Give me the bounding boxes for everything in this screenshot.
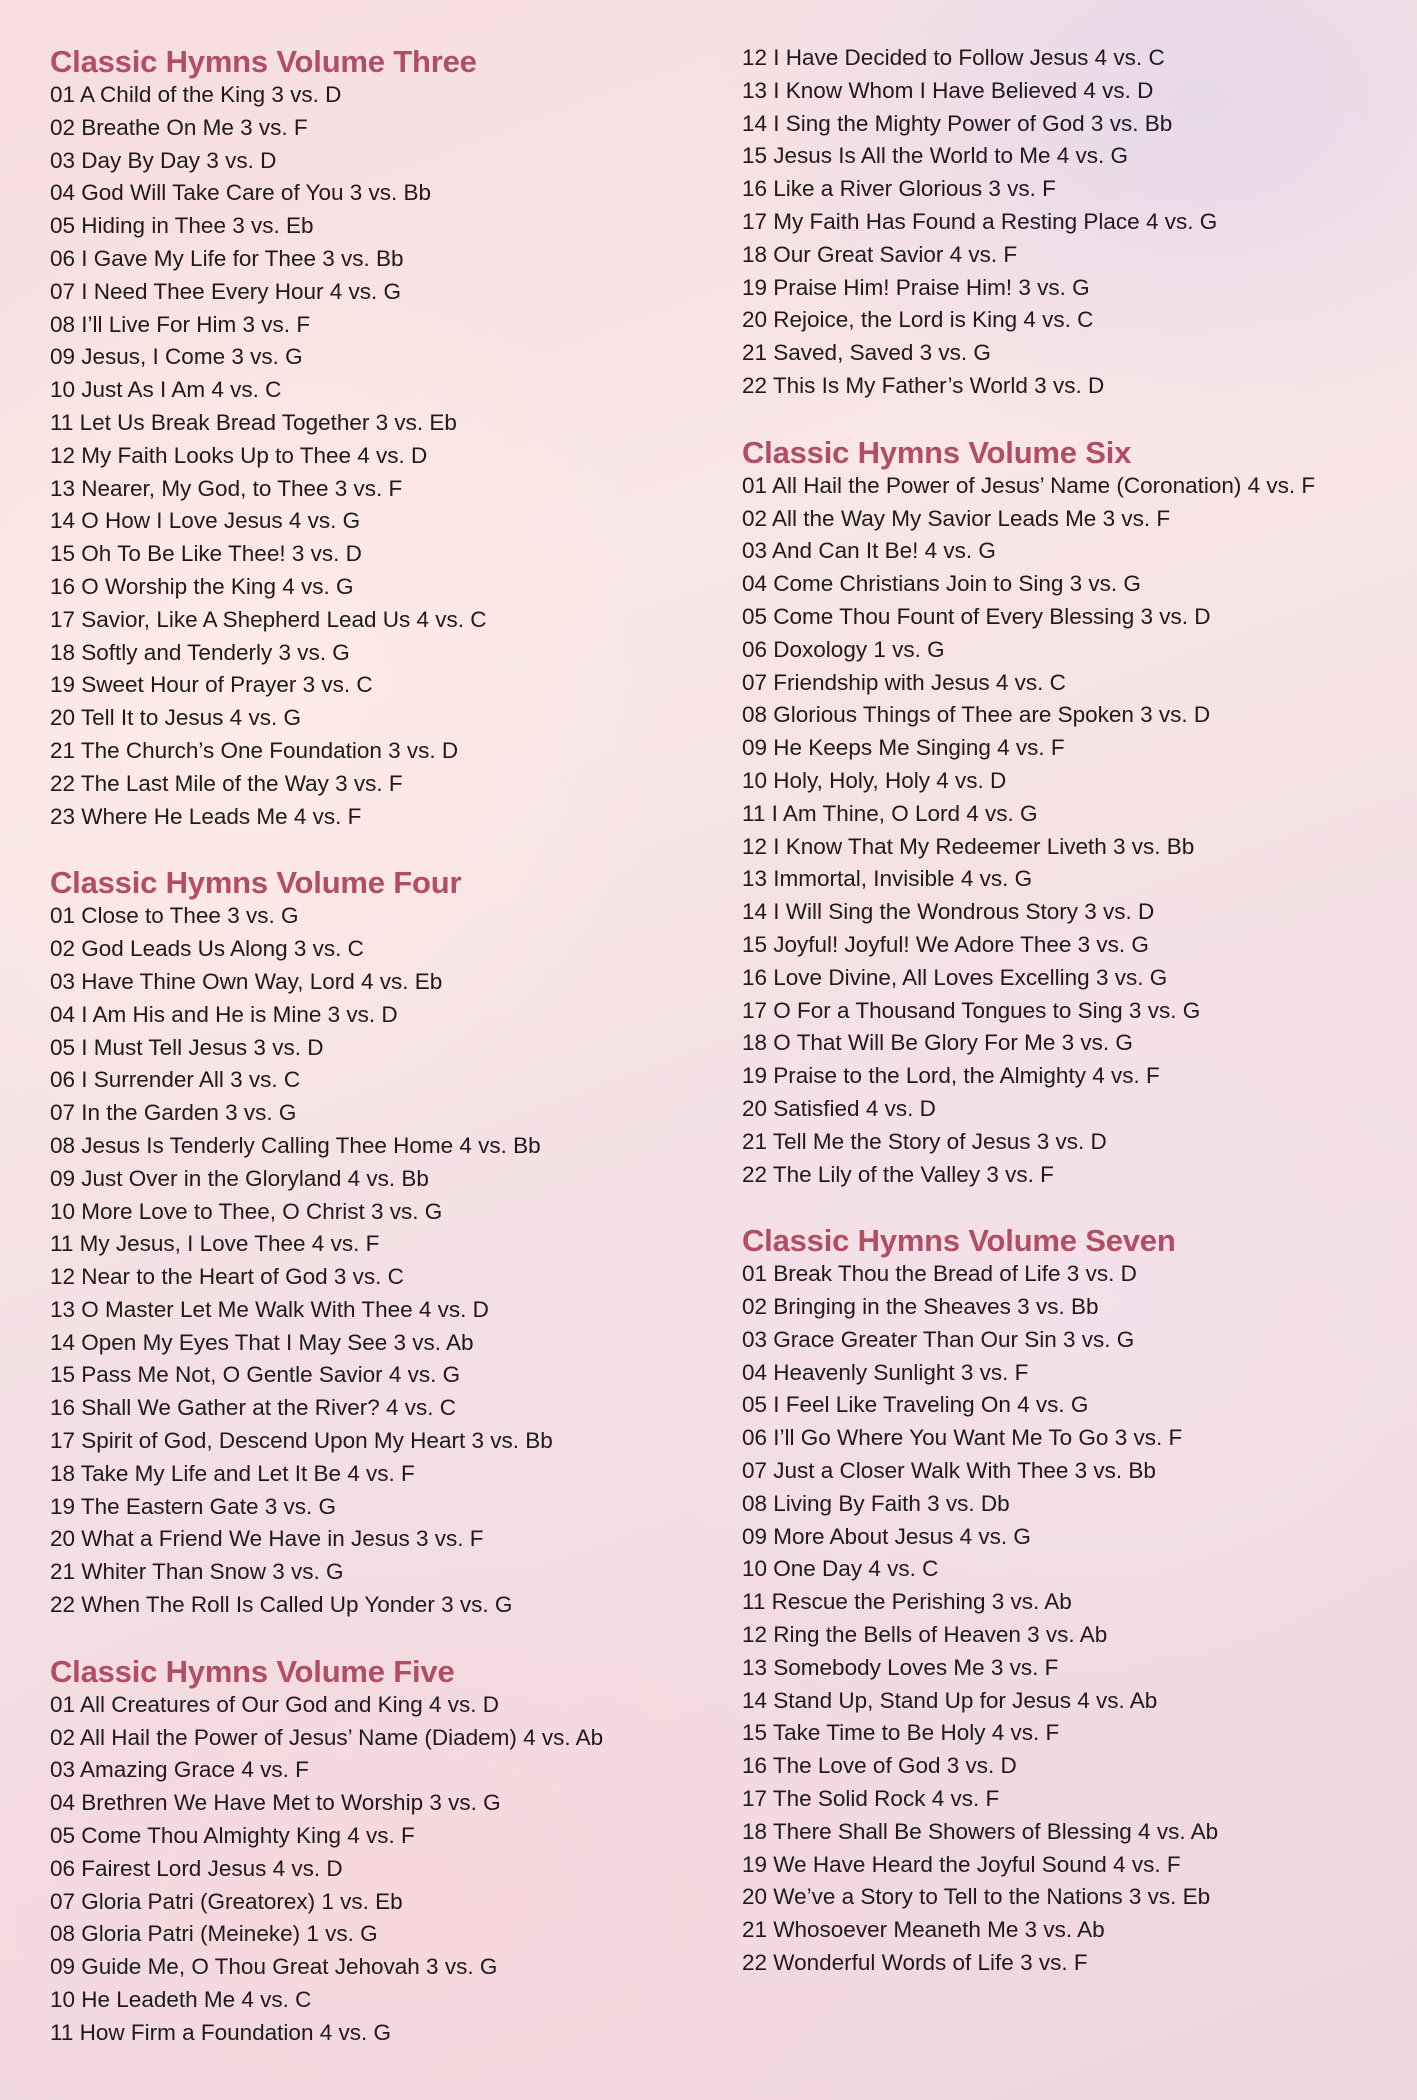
hymn-list-item: 17 Spirit of God, Descend Upon My Heart 3 vs. Bb xyxy=(50,1428,553,1454)
hymn-list-item: 21 Saved, Saved 3 vs. G xyxy=(742,340,991,366)
hymn-list-item: 22 This Is My Father’s World 3 vs. D xyxy=(742,372,1105,398)
hymn-list-item: 07 In the Garden 3 vs. G xyxy=(50,1100,297,1126)
hymn-list-item: 22 When The Roll Is Called Up Yonder 3 vs. G xyxy=(50,1592,513,1618)
hymn-list-item: 21 The Church’s One Foundation 3 vs. D xyxy=(50,737,459,763)
volume-section xyxy=(742,1221,1402,1980)
hymn-list xyxy=(742,1258,1402,1980)
hymn-list-item: 08 Jesus Is Tenderly Calling Thee Home 4 vs. Bb xyxy=(50,1132,541,1158)
hymn-list-item: 19 Sweet Hour of Prayer 3 vs. C xyxy=(50,672,373,698)
hymn-list-item: 05 Come Thou Fount of Every Blessing 3 vs. D xyxy=(742,603,1211,629)
hymn-list-item: 06 Fairest Lord Jesus 4 vs. D xyxy=(50,1855,343,1881)
hymn-list-item: 21 Whosoever Meaneth Me 3 vs. Ab xyxy=(742,1917,1105,1943)
hymn-list-item: 20 Tell It to Jesus 4 vs. G xyxy=(50,705,301,731)
hymn-list-item: 21 Tell Me the Story of Jesus 3 vs. D xyxy=(742,1128,1107,1154)
hymn-list-item: 17 O For a Thousand Tongues to Sing 3 vs. G xyxy=(742,997,1201,1023)
hymn-list-item: 05 I Must Tell Jesus 3 vs. D xyxy=(50,1034,324,1060)
hymn-list-item: 11 My Jesus, I Love Thee 4 vs. F xyxy=(50,1231,380,1257)
hymn-list-item: 12 Near to the Heart of God 3 vs. C xyxy=(50,1264,404,1290)
hymn-list-item: 06 I Surrender All 3 vs. C xyxy=(50,1067,301,1093)
hymn-list-item: 04 Come Christians Join to Sing 3 vs. G xyxy=(742,571,1141,597)
hymn-list-item: 06 Doxology 1 vs. G xyxy=(742,636,945,662)
hymn-list-item: 23 Where He Leads Me 4 vs. F xyxy=(50,803,362,829)
hymn-list-item: 06 I’ll Go Where You Want Me To Go 3 vs. F xyxy=(742,1425,1183,1451)
hymn-list-item: 15 Pass Me Not, O Gentle Savior 4 vs. G xyxy=(50,1362,461,1388)
hymn-list-item: 17 Savior, Like A Shepherd Lead Us 4 vs. C xyxy=(50,606,487,632)
hymn-list xyxy=(50,1689,690,2050)
hymn-list-item: 02 Bringing in the Sheaves 3 vs. Bb xyxy=(742,1294,1099,1320)
hymn-list-item: 22 Wonderful Words of Life 3 vs. F xyxy=(742,1950,1088,1976)
hymn-list xyxy=(50,79,690,833)
hymn-list-item: 19 Praise to the Lord, the Almighty 4 vs. F xyxy=(742,1063,1160,1089)
hymn-list-item: 03 Grace Greater Than Our Sin 3 vs. G xyxy=(742,1326,1135,1352)
hymn-list-item: 09 He Keeps Me Singing 4 vs. F xyxy=(742,735,1065,761)
hymn-list-item: 09 More About Jesus 4 vs. G xyxy=(742,1523,1031,1549)
volume-title-classic-hymns-volume-four: Classic Hymns Volume Four xyxy=(50,865,462,901)
right-column xyxy=(742,42,1402,2010)
hymn-list-item: 06 I Gave My Life for Thee 3 vs. Bb xyxy=(50,245,404,271)
hymn-list-item: 07 I Need Thee Every Hour 4 vs. G xyxy=(50,278,402,304)
volume-section xyxy=(50,1652,690,2050)
hymn-list-item: 16 The Love of God 3 vs. D xyxy=(742,1753,1017,1779)
hymn-list-item: 04 Brethren We Have Met to Worship 3 vs. G xyxy=(50,1790,501,1816)
hymn-list-item: 02 Breathe On Me 3 vs. F xyxy=(50,114,308,140)
hymn-list-item: 20 What a Friend We Have in Jesus 3 vs. F xyxy=(50,1526,484,1552)
hymn-list-item: 12 I Know That My Redeemer Liveth 3 vs. Bb xyxy=(742,833,1195,859)
hymn-list-item: 01 A Child of the King 3 vs. D xyxy=(50,82,342,107)
volume-title-classic-hymns-volume-five: Classic Hymns Volume Five xyxy=(50,1653,455,1689)
hymn-list-item: 11 Rescue the Perishing 3 vs. Ab xyxy=(742,1589,1072,1615)
hymn-list-item: 10 He Leadeth Me 4 vs. C xyxy=(50,1987,312,2013)
hymn-list-item: 18 Our Great Savior 4 vs. F xyxy=(742,241,1018,267)
hymn-list-item: 15 Jesus Is All the World to Me 4 vs. G xyxy=(742,143,1128,169)
hymn-list-item: 07 Friendship with Jesus 4 vs. C xyxy=(742,669,1066,695)
hymn-list-item: 03 And Can It Be! 4 vs. G xyxy=(742,538,996,564)
hymn-list-item: 14 I Sing the Mighty Power of God 3 vs. Bb xyxy=(742,110,1173,136)
hymn-list-item: 11 I Am Thine, O Lord 4 vs. G xyxy=(742,800,1038,826)
hymn-list-item: 04 Heavenly Sunlight 3 vs. F xyxy=(742,1359,1029,1385)
hymn-list-item: 05 I Feel Like Traveling On 4 vs. G xyxy=(742,1392,1089,1418)
hymn-list-item: 04 God Will Take Care of You 3 vs. Bb xyxy=(50,180,432,206)
hymn-list-item: 18 O That Will Be Glory For Me 3 vs. G xyxy=(742,1030,1133,1056)
hymn-list-item: 22 The Lily of the Valley 3 vs. F xyxy=(742,1161,1054,1187)
volume-section xyxy=(742,433,1402,1192)
hymn-list-item: 13 I Know Whom I Have Believed 4 vs. D xyxy=(742,77,1154,103)
hymn-list-item: 08 I’ll Live For Him 3 vs. F xyxy=(50,311,311,337)
hymn-list-item: 11 How Firm a Foundation 4 vs. G xyxy=(50,2019,391,2045)
hymn-list xyxy=(742,470,1402,1192)
hymn-list-item: 13 Immortal, Invisible 4 vs. G xyxy=(742,866,1033,892)
hymn-list-item: 14 Open My Eyes That I May See 3 vs. Ab xyxy=(50,1329,474,1355)
hymn-list-item: 10 One Day 4 vs. C xyxy=(742,1556,939,1582)
hymn-list-item: 15 Take Time to Be Holy 4 vs. F xyxy=(742,1720,1060,1746)
hymn-list-item: 12 My Faith Looks Up to Thee 4 vs. D xyxy=(50,442,428,468)
hymn-list-item: 20 We’ve a Story to Tell to the Nations 3 vs. Eb xyxy=(742,1884,1211,1910)
hymn-list-item: 02 God Leads Us Along 3 vs. C xyxy=(50,936,364,962)
left-column xyxy=(50,42,690,2080)
hymn-list-item: 12 I Have Decided to Follow Jesus 4 vs. C xyxy=(742,45,1165,70)
hymn-list-item: 15 Joyful! Joyful! We Adore Thee 3 vs. G xyxy=(742,931,1149,957)
volume-section xyxy=(50,42,690,833)
hymn-list-item: 16 Shall We Gather at the River? 4 vs. C xyxy=(50,1395,457,1421)
hymn-list-item: 08 Gloria Patri (Meineke) 1 vs. G xyxy=(50,1921,378,1947)
hymn-list-item: 14 O How I Love Jesus 4 vs. G xyxy=(50,508,361,534)
hymn-list-item: 13 Somebody Loves Me 3 vs. F xyxy=(742,1654,1059,1680)
hymn-list-item: 09 Guide Me, O Thou Great Jehovah 3 vs. G xyxy=(50,1954,498,1980)
hymn-list-item: 05 Hiding in Thee 3 vs. Eb xyxy=(50,213,314,239)
hymn-list-item: 02 All the Way My Savior Leads Me 3 vs. F xyxy=(742,505,1171,531)
hymn-list-item: 01 Close to Thee 3 vs. G xyxy=(50,903,299,929)
hymn-list-item: 01 All Creatures of Our God and King 4 vs. D xyxy=(50,1691,499,1717)
hymn-list-item: 16 Love Divine, All Loves Excelling 3 vs. G xyxy=(742,964,1168,990)
hymn-list-item: 05 Come Thou Almighty King 4 vs. F xyxy=(50,1823,415,1849)
hymn-list-item: 17 My Faith Has Found a Resting Place 4 vs. G xyxy=(742,208,1218,234)
hymn-list xyxy=(742,42,1402,403)
volume-title-classic-hymns-volume-seven: Classic Hymns Volume Seven xyxy=(742,1223,1176,1259)
hymn-list-item: 19 Praise Him! Praise Him! 3 vs. G xyxy=(742,274,1090,300)
hymn-list-item: 07 Just a Closer Walk With Thee 3 vs. Bb xyxy=(742,1458,1156,1484)
volume-title-classic-hymns-volume-six: Classic Hymns Volume Six xyxy=(742,434,1132,470)
hymn-list-item: 09 Just Over in the Gloryland 4 vs. Bb xyxy=(50,1165,429,1191)
hymn-list-item: 14 Stand Up, Stand Up for Jesus 4 vs. Ab xyxy=(742,1687,1158,1713)
hymn-list-item: 19 The Eastern Gate 3 vs. G xyxy=(50,1493,336,1519)
hymn-list-item: 16 Like a River Glorious 3 vs. F xyxy=(742,176,1056,202)
hymn-list-item: 14 I Will Sing the Wondrous Story 3 vs. D xyxy=(742,899,1155,925)
hymn-list-item: 08 Living By Faith 3 vs. Db xyxy=(742,1490,1010,1516)
hymn-list-item: 19 We Have Heard the Joyful Sound 4 vs. F xyxy=(742,1851,1181,1877)
hymn-list-item: 20 Satisfied 4 vs. D xyxy=(742,1095,936,1121)
hymn-list-item: 13 O Master Let Me Walk With Thee 4 vs. D xyxy=(50,1296,489,1322)
hymn-list-item: 13 Nearer, My God, to Thee 3 vs. F xyxy=(50,475,403,501)
hymn-list xyxy=(50,900,690,1622)
hymn-list-item: 03 Have Thine Own Way, Lord 4 vs. Eb xyxy=(50,968,443,994)
volume-section xyxy=(50,863,690,1622)
hymn-list-item: 10 More Love to Thee, O Christ 3 vs. G xyxy=(50,1198,443,1224)
hymn-list-item: 17 The Solid Rock 4 vs. F xyxy=(742,1786,1000,1812)
hymn-list-item: 09 Jesus, I Come 3 vs. G xyxy=(50,344,303,370)
hymn-list-item: 04 I Am His and He is Mine 3 vs. D xyxy=(50,1001,398,1027)
hymn-list-item: 07 Gloria Patri (Greatorex) 1 vs. Eb xyxy=(50,1888,403,1914)
hymn-list-item: 01 All Hail the Power of Jesus’ Name (Coronation) 4 vs. F xyxy=(742,472,1316,498)
hymn-list-item: 02 All Hail the Power of Jesus’ Name (Diadem) 4 vs. Ab xyxy=(50,1724,604,1750)
volume-section xyxy=(742,42,1402,403)
hymn-list-item: 16 O Worship the King 4 vs. G xyxy=(50,573,354,599)
hymn-list-item: 18 Softly and Tenderly 3 vs. G xyxy=(50,639,350,665)
hymn-list-item: 22 The Last Mile of the Way 3 vs. F xyxy=(50,770,403,796)
hymn-list-item: 18 There Shall Be Showers of Blessing 4 vs. Ab xyxy=(742,1818,1219,1844)
hymn-list-item: 10 Holy, Holy, Holy 4 vs. D xyxy=(742,767,1007,793)
hymn-list-item: 15 Oh To Be Like Thee! 3 vs. D xyxy=(50,541,362,567)
volume-title-classic-hymns-volume-three: Classic Hymns Volume Three xyxy=(50,44,477,79)
hymn-list-item: 10 Just As I Am 4 vs. C xyxy=(50,377,282,403)
hymn-list-item: 11 Let Us Break Bread Together 3 vs. Eb xyxy=(50,409,457,435)
hymn-list-item: 03 Day By Day 3 vs. D xyxy=(50,147,277,173)
hymn-list-item: 18 Take My Life and Let It Be 4 vs. F xyxy=(50,1460,415,1486)
hymn-list-item: 21 Whiter Than Snow 3 vs. G xyxy=(50,1559,344,1585)
hymn-list-item: 08 Glorious Things of Thee are Spoken 3 vs. D xyxy=(742,702,1211,728)
hymn-list-item: 20 Rejoice, the Lord is King 4 vs. C xyxy=(742,307,1094,333)
hymn-list-item: 03 Amazing Grace 4 vs. F xyxy=(50,1757,309,1783)
hymn-list-item: 01 Break Thou the Bread of Life 3 vs. D xyxy=(742,1261,1137,1287)
hymn-list-item: 12 Ring the Bells of Heaven 3 vs. Ab xyxy=(742,1622,1108,1648)
